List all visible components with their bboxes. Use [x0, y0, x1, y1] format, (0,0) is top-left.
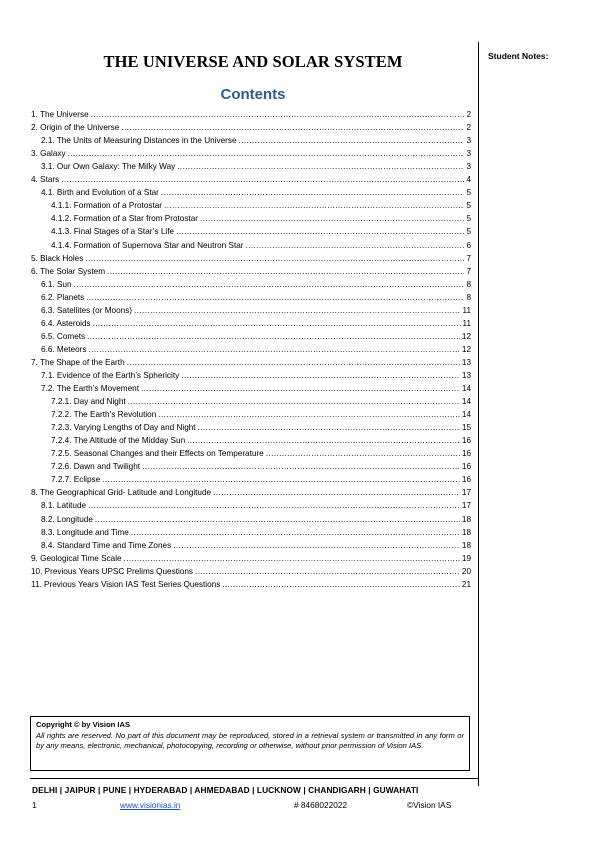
toc-entry-page: 18	[461, 514, 471, 524]
toc-dot-leader	[88, 500, 460, 511]
footer-copyright: ©Vision IAS	[407, 800, 452, 810]
toc-entry[interactable]	[31, 264, 471, 277]
toc-entry-page: 5	[466, 201, 471, 211]
toc-entry-label: 7.2.4. The Altitude of the Midday Sun	[51, 436, 186, 446]
toc-entry[interactable]	[31, 511, 471, 524]
toc-entry-label: 7.2.1. Day and Night	[51, 397, 126, 407]
toc-entry-page: 13	[461, 370, 471, 380]
toc-entry[interactable]	[31, 303, 471, 316]
toc-dot-leader	[93, 318, 461, 329]
toc-dot-leader	[195, 566, 460, 577]
toc-entry-page: 5	[466, 214, 471, 224]
toc-dot-leader	[187, 435, 460, 446]
website-link[interactable]: www.visionias.in	[120, 800, 181, 810]
toc-entry-label: 8.4. Standard Time and Time Zones	[41, 540, 172, 550]
toc-entry[interactable]	[31, 277, 471, 290]
toc-entry-label: 6.2. Planets	[41, 292, 85, 302]
toc-dot-leader	[61, 174, 464, 185]
student-notes-label: Student Notes:	[488, 51, 549, 61]
toc-entry-page: 2	[466, 123, 471, 133]
toc-dot-leader	[266, 448, 460, 459]
toc-entry[interactable]	[31, 538, 471, 551]
toc-dot-leader	[161, 187, 465, 198]
toc-entry-page: 13	[461, 357, 471, 367]
toc-dot-leader	[181, 370, 460, 381]
toc-entry-label: 7.1. Evidence of the Earth’s Sphericity	[41, 370, 180, 380]
toc-entry[interactable]	[31, 485, 471, 498]
toc-entry-label: 6.5. Comets	[41, 331, 86, 341]
page-number: 1	[32, 800, 37, 810]
toc-entry[interactable]	[31, 329, 471, 342]
toc-entry-page: 7	[466, 253, 471, 263]
toc-entry-page: 3	[466, 162, 471, 172]
toc-dot-leader	[142, 461, 460, 472]
toc-entry-page: 5	[466, 188, 471, 198]
toc-entry-page: 14	[461, 410, 471, 420]
toc-entry-label: 7.2.2. The Earth’s Revolution	[51, 410, 157, 420]
toc-entry-page: 3	[466, 136, 471, 146]
toc-entry[interactable]	[31, 551, 471, 564]
toc-entry-label: 9. Geological Time Scale	[31, 553, 122, 563]
toc-entry-page: 11	[462, 318, 471, 328]
toc-entry-page: 11	[462, 305, 471, 315]
toc-entry-page: 19	[461, 553, 471, 563]
toc-entry-label: 5. Black Holes	[31, 253, 84, 263]
toc-entry[interactable]	[31, 459, 471, 472]
toc-entry[interactable]	[31, 446, 471, 459]
toc-entry[interactable]	[31, 172, 471, 185]
toc-entry-label: 10. Previous Years UPSC Prelims Questions	[31, 566, 194, 576]
footer-bar	[32, 800, 472, 812]
toc-entry-page: 6	[466, 240, 471, 250]
toc-entry[interactable]	[31, 133, 471, 146]
toc-entry-label: 8. The Geographical Grid- Latitude and Longitude	[31, 488, 212, 498]
toc-entry-label: 7.2. The Earth’s Movement	[41, 384, 139, 394]
toc-entry-label: 2. Origin of the Universe	[31, 123, 120, 133]
toc-dot-leader	[222, 579, 460, 590]
toc-entry-label: 4.1.2. Formation of a Star from Protostar	[51, 214, 198, 224]
toc-entry-page: 16	[461, 462, 471, 472]
toc-entry-page: 12	[461, 344, 471, 354]
toc-entry-page: 3	[466, 149, 471, 159]
toc-entry[interactable]	[31, 420, 471, 433]
toc-dot-leader	[177, 161, 464, 172]
toc-dot-leader	[198, 422, 460, 433]
toc-dot-leader	[91, 109, 465, 120]
toc-entry-label: 4.1.3. Final Stages of a Star’s Life	[51, 227, 175, 237]
toc-dot-leader	[87, 331, 460, 342]
phone-number: # 8468022022	[294, 800, 348, 810]
toc-dot-leader	[74, 279, 465, 290]
toc-entry-page: 15	[461, 423, 471, 433]
toc-entry-page: 21	[461, 579, 471, 589]
toc-entry-label: 7.2.6. Dawn and Twilight	[51, 462, 141, 472]
toc-dot-leader	[173, 540, 460, 551]
toc-entry-label: 4.1.4. Formation of Supernova Star and Neutron Star	[51, 240, 244, 250]
toc-dot-leader	[95, 514, 460, 525]
toc-entry-page: 16	[461, 449, 471, 459]
toc-dot-leader	[128, 396, 460, 407]
toc-entry-page: 17	[461, 488, 471, 498]
toc-entry[interactable]	[31, 185, 471, 198]
toc-entry[interactable]	[31, 355, 471, 368]
toc-entry-label: 4.1. Birth and Evolution of a Star	[41, 188, 159, 198]
toc-entry[interactable]	[31, 159, 471, 172]
toc-dot-leader	[158, 409, 460, 420]
toc-entry-page: 2	[466, 110, 471, 120]
toc-entry-page: 12	[461, 331, 471, 341]
toc-entry[interactable]	[31, 224, 471, 237]
toc-entry[interactable]	[31, 342, 471, 355]
document-title: THE UNIVERSE AND SOLAR SYSTEM	[103, 52, 403, 71]
toc-dot-leader	[141, 383, 460, 394]
toc-dot-leader	[89, 344, 460, 355]
toc-dot-leader	[164, 200, 464, 211]
toc-dot-leader	[246, 240, 465, 251]
toc-entry[interactable]	[31, 381, 471, 394]
toc-entry-page: 16	[461, 436, 471, 446]
toc-dot-leader	[213, 487, 460, 498]
toc-entry[interactable]	[31, 198, 471, 211]
toc-dot-leader	[176, 226, 464, 237]
toc-entry-label: 6.1. Sun	[41, 279, 72, 289]
toc-entry[interactable]	[31, 290, 471, 303]
toc-entry-label: 8.1. Latitude	[41, 501, 87, 511]
toc-entry-page: 20	[461, 566, 471, 576]
toc-entry[interactable]	[31, 237, 471, 250]
toc-entry[interactable]	[31, 316, 471, 329]
toc-entry[interactable]	[31, 407, 471, 420]
toc-entry-label: 6.3. Satellites (or Moons)	[41, 305, 133, 315]
toc-entry[interactable]	[31, 472, 471, 485]
toc-entry-page: 18	[461, 527, 471, 537]
toc-dot-leader	[239, 135, 465, 146]
toc-entry[interactable]	[31, 120, 471, 133]
toc-entry-label: 7.2.5. Seasonal Changes and their Effects on Temperature	[51, 449, 264, 459]
toc-entry[interactable]	[31, 577, 471, 590]
toc-entry-label: 2.1. The Units of Measuring Distances in the Universe	[41, 136, 237, 146]
copyright-title: Copyright © by Vision IAS	[36, 720, 131, 729]
toc-entry-page: 4	[466, 175, 471, 185]
toc-entry-page: 16	[461, 475, 471, 485]
toc-entry[interactable]	[31, 394, 471, 407]
copyright-box	[30, 716, 470, 771]
toc-dot-leader	[107, 266, 464, 277]
toc-dot-leader	[121, 122, 464, 133]
toc-dot-leader	[68, 148, 465, 159]
toc-entry-label: 1. The Universe	[31, 110, 89, 120]
toc-entry-label: 11. Previous Years Vision IAS Test Series Questions	[31, 579, 221, 589]
toc-entry-label: 7.2.3. Varying Lengths of Day and Night	[51, 423, 196, 433]
toc-entry-label: 8.3. Longitude and Time	[41, 527, 129, 537]
toc-entry-page: 5	[466, 227, 471, 237]
toc-entry[interactable]	[31, 368, 471, 381]
toc-entry-page: 14	[461, 397, 471, 407]
toc-entry[interactable]	[31, 525, 471, 538]
toc-entry-page: 18	[461, 540, 471, 550]
notes-divider-line	[478, 42, 479, 786]
toc-entry-label: 7. The Shape of the Earth	[31, 357, 125, 367]
toc-entry-page: 8	[466, 279, 471, 289]
toc-entry-label: 4. Stars	[31, 175, 60, 185]
toc-dot-leader	[124, 553, 460, 564]
toc-entry-label: 3. Galaxy	[31, 149, 66, 159]
table-of-contents	[31, 107, 471, 590]
toc-entry[interactable]	[31, 211, 471, 224]
toc-entry-label: 3.1. Our Own Galaxy: The Milky Way	[41, 162, 176, 172]
contents-heading: Contents	[220, 86, 286, 103]
toc-entry-label: 4.1.1. Formation of a Protostar	[51, 201, 163, 211]
toc-entry-label: 6.4. Asteroids	[41, 318, 91, 328]
toc-entry-label: 6. The Solar System	[31, 266, 106, 276]
toc-dot-leader	[102, 474, 460, 485]
toc-entry[interactable]	[31, 251, 471, 264]
toc-entry[interactable]	[31, 146, 471, 159]
footer-divider	[30, 778, 478, 779]
toc-entry-label: 6.6. Meteors	[41, 344, 87, 354]
copyright-text: All rights are reserved. No part of this document may be reproduced, stored in a retrieval system or transmitted in any form or by any means, electronic, mechanical, photocopying, recording or otherwise, without prior permission of Vision IAS.	[36, 730, 464, 751]
toc-entry[interactable]	[31, 433, 471, 446]
toc-entry-page: 8	[466, 292, 471, 302]
toc-dot-leader	[86, 292, 464, 303]
toc-dot-leader	[127, 357, 460, 368]
toc-dot-leader	[200, 213, 464, 224]
footer-cities: DELHI | JAIPUR | PUNE | HYDERABAD | AHMEDABAD | LUCKNOW | CHANDIGARH | GUWAHATI	[32, 785, 419, 795]
toc-entry-page: 7	[466, 266, 471, 276]
toc-dot-leader	[134, 305, 460, 316]
toc-dot-leader	[85, 253, 464, 264]
toc-entry-page: 17	[461, 501, 471, 511]
toc-entry[interactable]	[31, 107, 471, 120]
toc-entry[interactable]	[31, 498, 471, 511]
toc-entry-page: 14	[461, 384, 471, 394]
toc-entry-label: 8.2. Longitude	[41, 514, 93, 524]
toc-entry-label: 7.2.7. Eclipse	[51, 475, 101, 485]
toc-entry[interactable]	[31, 564, 471, 577]
toc-dot-leader	[131, 527, 460, 538]
